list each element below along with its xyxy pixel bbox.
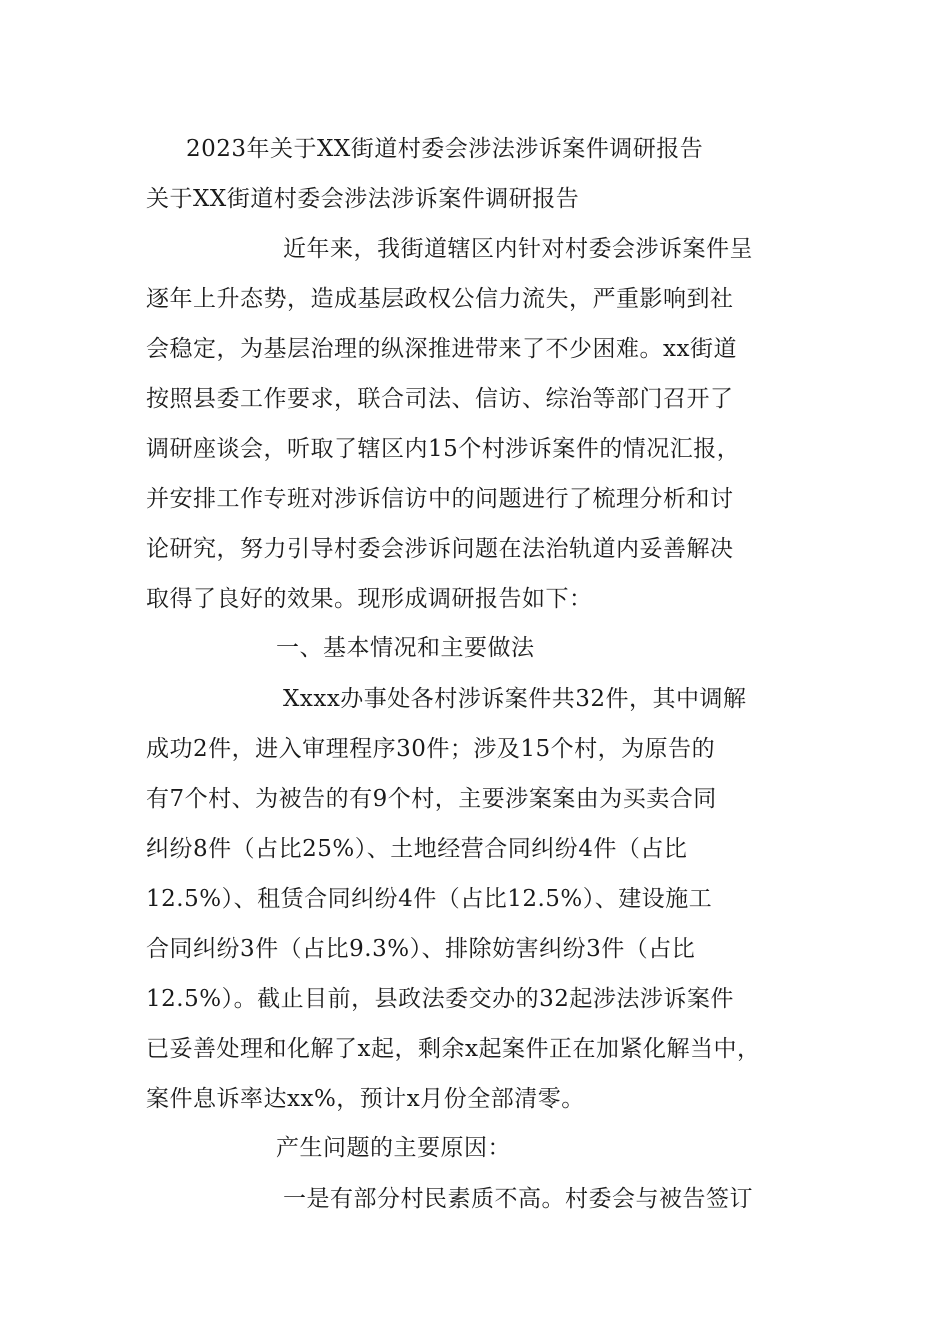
paragraph-line: 逐年上升态势，造成基层政权公信力流失，严重影响到社 xyxy=(146,286,734,312)
paragraph-line: 合同纠纷3件（占比9.3%）、排除妨害纠纷3件（占比 xyxy=(146,936,696,962)
paragraph-line: 一是有部分村民素质不高。村委会与被告签订 xyxy=(283,1186,753,1212)
paragraph-line: 有7个村、为被告的有9个村，主要涉案案由为买卖合同 xyxy=(146,786,717,812)
paragraph-line: 会稳定，为基层治理的纵深推进带来了不少困难。xx街道 xyxy=(146,336,737,362)
paragraph-line: 调研座谈会，听取了辖区内15个村涉诉案件的情况汇报， xyxy=(146,436,741,462)
document-title: 2023年关于XX街道村委会涉法涉诉案件调研报告 xyxy=(186,136,704,162)
paragraph-line: 成功2件，进入审理程序30件；涉及15个村，为原告的 xyxy=(146,736,716,762)
section-heading: 一、基本情况和主要做法 xyxy=(276,635,535,661)
paragraph-line: 12.5%）。截止目前，县政法委交办的32起涉法涉诉案件 xyxy=(146,986,734,1012)
paragraph-line: Xxxx办事处各村涉诉案件共32件，其中调解 xyxy=(283,686,747,712)
paragraph-line: 12.5%）、租赁合同纠纷4件（占比12.5%）、建设施工 xyxy=(146,886,713,912)
section-heading: 产生问题的主要原因： xyxy=(276,1135,511,1161)
paragraph-line: 纠纷8件（占比25%）、土地经营合同纠纷4件（占比 xyxy=(146,836,688,862)
paragraph-line: 并安排工作专班对涉诉信访中的问题进行了梳理分析和讨 xyxy=(146,486,734,512)
paragraph-line: 已妥善处理和化解了x起，剩余x起案件正在加紧化解当中， xyxy=(146,1036,761,1062)
document-subtitle: 关于XX街道村委会涉法涉诉案件调研报告 xyxy=(146,186,580,212)
paragraph-line: 案件息诉率达xx%，预计x月份全部清零。 xyxy=(146,1086,585,1112)
paragraph-line: 取得了良好的效果。现形成调研报告如下： xyxy=(146,586,593,612)
paragraph-line: 按照县委工作要求，联合司法、信访、综治等部门召开了 xyxy=(146,386,734,412)
paragraph-line: 近年来，我街道辖区内针对村委会涉诉案件呈 xyxy=(283,236,753,262)
paragraph-line: 论研究，努力引导村委会涉诉问题在法治轨道内妥善解决 xyxy=(146,536,734,562)
